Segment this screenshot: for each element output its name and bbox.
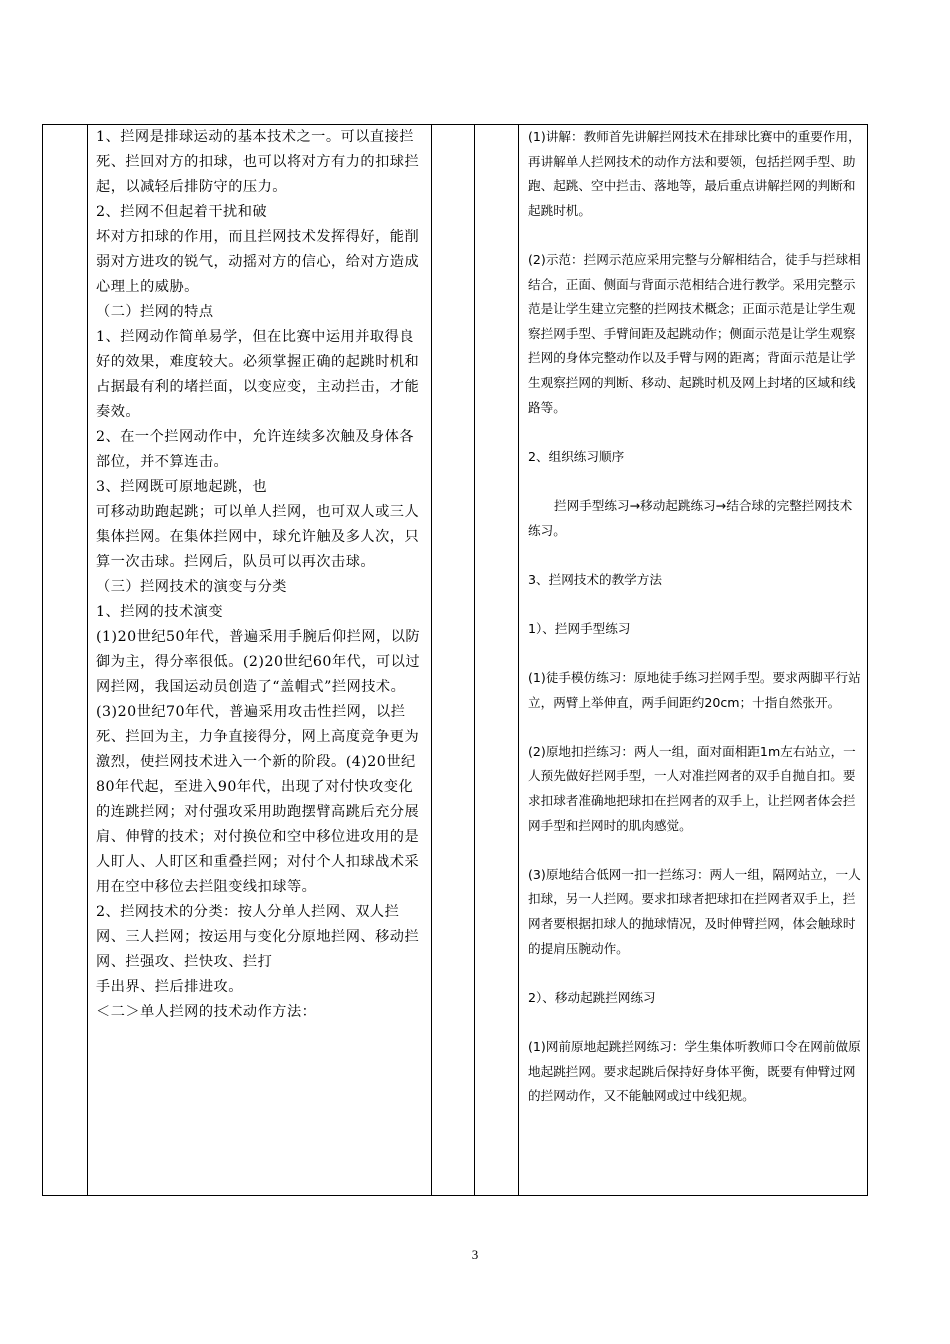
lesson-table <box>42 124 868 1196</box>
table-cell-empty-1 <box>43 125 88 1196</box>
paragraph: (1)讲解：教师首先讲解拦网技术在排球比赛中的重要作用，再讲解单人拦网技术的动作方法和要领，包括拦网手型、助跑、起跳、空中拦击、落地等，最后重点讲解拦网的判断和起跳时机。 <box>528 129 861 218</box>
page-number: 3 <box>471 1247 479 1262</box>
paragraph: 2、拦网技术的分类：按人分单人拦网、双人拦网、三人拦网；按运用与变化分原地拦网、移动拦网、拦强攻、拦快攻、拦打 <box>96 904 420 970</box>
paragraph: 1、拦网是排球运动的基本技术之一。可以直接拦死、拦回对方的扣球，也可以将对方有力的扣球拦起，以减轻后排防守的压力。 <box>96 129 420 195</box>
paragraph: (1)徒手模仿练习：原地徒手练习拦网手型。要求两脚平行站立，两臂上举伸直，两手间距约20cm；十指自然张开。 <box>528 670 861 710</box>
section-heading: （三）拦网技术的演变与分类 <box>96 579 287 595</box>
subheading: 1）、拦网手型练习 <box>528 620 631 636</box>
paragraph: (2)原地扣拦练习：两人一组，面对面相距1m左右站立，一人预先做好拦网手型，一人对准拦网者的双手自抛自扣。要求扣球者准确地把球扣在拦网者的双手上，让拦网者体会拦网手型和拦网时的肌肉感觉。 <box>528 743 856 833</box>
subheading: 2）、移动起跳拦网练习 <box>528 989 656 1005</box>
section-heading: 2、组织练习顺序 <box>528 448 625 464</box>
table-row <box>43 125 868 1196</box>
paragraph: 2、拦网不但起着干扰和破 <box>96 204 268 220</box>
paragraph: (2)示范：拦网示范应采用完整与分解相结合，徒手与拦球相结合，正面、侧面与背面示范相结合进行教学。采用完整示范是让学生建立完整的拦网技术概念；正面示范是让学生观察拦网手型、手臂间距及起跳动作；侧面示范是让学生观察拦网的身体完整动作以及手臂与网的距离；背面示范是让学生观察拦网的判断、移动、起跳时机及网上封堵的区域和线路等。 <box>528 251 861 415</box>
left-column-text <box>88 125 431 1025</box>
table-cell-empty-3 <box>432 125 475 1196</box>
paragraph: 拦网手型练习→移动起跳练习→结合球的完整拦网技术练习。 <box>528 497 853 538</box>
paragraph: 3、拦网既可原地起跳，也 <box>96 479 268 495</box>
paragraph: 2、在一个拦网动作中，允许连续多次触及身体各部位，并不算连击。 <box>96 429 414 470</box>
section-heading: 3、拦网技术的教学方法 <box>528 571 662 587</box>
section-heading: ＜二＞单人拦网的技术动作方法： <box>96 1004 317 1020</box>
content-cell-right <box>519 125 868 1196</box>
table-cell-empty-4 <box>475 125 519 1196</box>
paragraph: 可移动助跑起跳；可以单人拦网，也可双人或三人集体拦网。在集体拦网中，球允许触及多人次，只算一次击球。拦网后，队员可以再次击球。 <box>96 504 420 570</box>
paragraph: 坏对方扣球的作用，而且拦网技术发挥得好，能削弱对方进攻的锐气，动摇对方的信心，给对方造成心理上的威胁。 <box>96 229 420 295</box>
right-column-text <box>519 125 867 1109</box>
paragraph: (1)20世纪50年代，普遍采用手腕后仰拦网，以防御为主，得分率很低。(2)20世纪60年代，可以过网拦网，我国运动员创造了“盖帽式”拦网技术。(3)20世纪70年代，普遍采用攻击性拦网，以拦死、拦回为主，力争直接得分，网上高度竞争更为激烈，使拦网技术进入一个新的阶段。(4)20世纪80年代起，至进入90年代，出现了对付快攻变化的连跳拦网；对付强攻采用助跑摆臂高跳后充分展肩、伸臂的技术；对付换位和空中移位进攻用的是人盯人、人盯区和重叠拦网；对付个人扣球战术采用在空中移位去拦阻变线扣球等。 <box>96 629 421 895</box>
paragraph: 手出界、拦后排进攻。 <box>96 979 243 995</box>
paragraph: (1)网前原地起跳拦网练习：学生集体听教师口令在网前做原地起跳拦网。要求起跳后保持好身体平衡，既要有伸臂过网的拦网动作，又不能触网或过中线犯规。 <box>528 1038 861 1104</box>
content-cell-left <box>88 125 432 1196</box>
section-heading: （二）拦网的特点 <box>96 304 214 320</box>
paragraph: (3)原地结合低网一扣一拦练习：两人一组，隔网站立，一人扣球，另一人拦网。要求扣球者把球扣在拦网者双手上，拦网者要根据扣球人的抛球情况，及时伸臂拦网，体会触球时的提肩压腕动作。 <box>528 866 861 956</box>
paragraph: 1、拦网动作简单易学，但在比赛中运用并取得良好的效果，难度较大。必须掌握正确的起跳时机和占据最有利的堵拦面，以变应变，主动拦击，才能奏效。 <box>96 329 420 420</box>
subheading: 1、拦网的技术演变 <box>96 604 224 620</box>
